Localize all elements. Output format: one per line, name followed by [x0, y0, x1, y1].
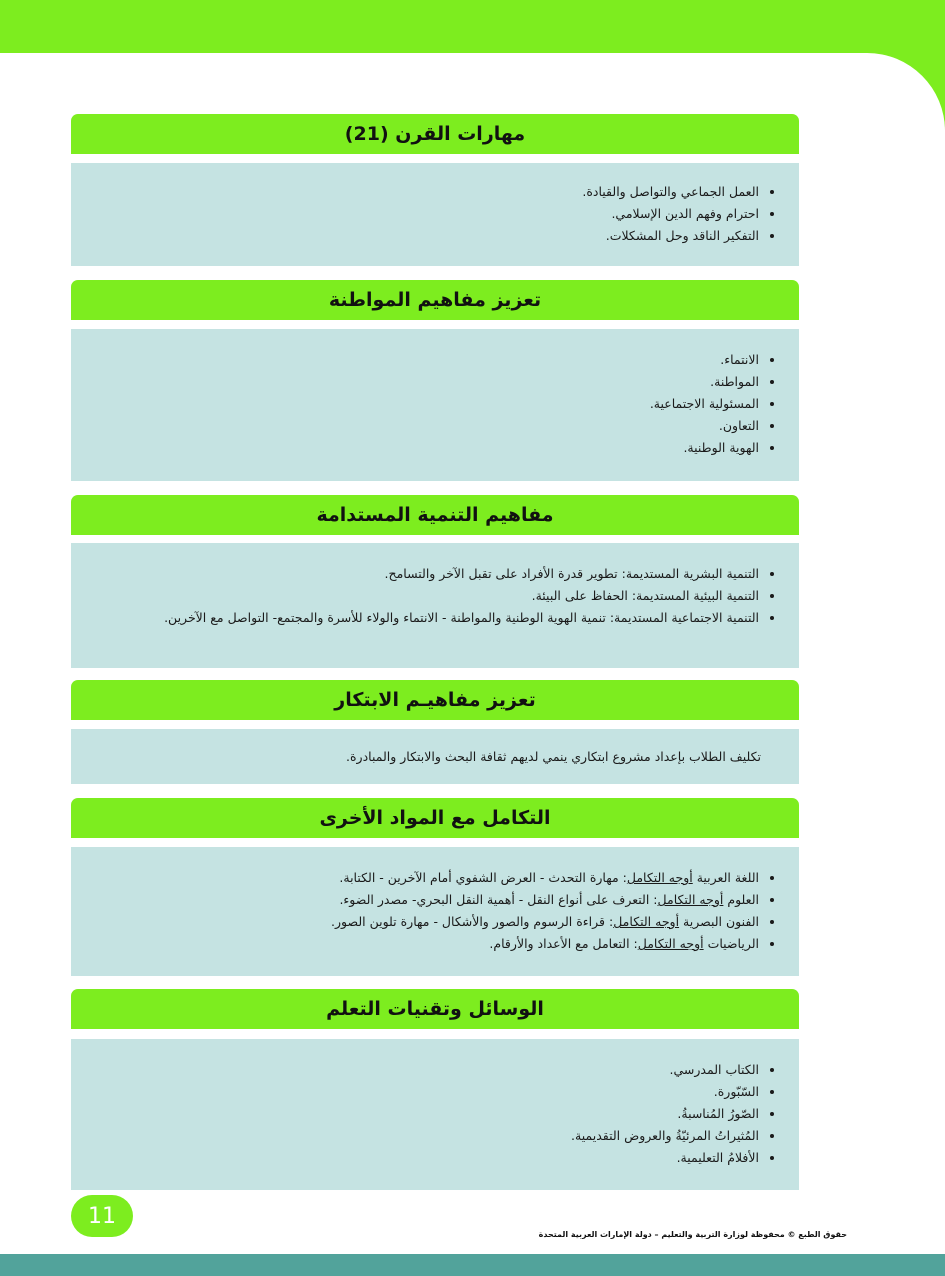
list-item: • الهوية الوطنية.: [83, 437, 759, 459]
section-title: الوسائل وتقنيات التعلم: [326, 998, 544, 1020]
section-header-innovation: [71, 680, 799, 720]
section-header-sustainable-development: [71, 495, 799, 535]
section-header-integration: [71, 798, 799, 838]
integration-label: أوجه التكامل: [637, 936, 704, 951]
section-title: مهارات القرن (21): [344, 123, 526, 145]
section-title: تعزيز مفاهيـم الابتكار: [334, 689, 536, 711]
section-title: تعزيز مفاهيم المواطنة: [328, 289, 542, 311]
list-item: • الانتماء.: [83, 349, 759, 371]
list-item: • التنمية الاجتماعية المستديمة: تنمية الهوية الوطنية والمواطنة - الانتماء والولاء للأسرة والمجتمع- التواصل مع الآخرين.: [83, 607, 759, 629]
list-item: • احترام وفهم الدين الإسلامي.: [83, 203, 759, 225]
section-body-21st-century-skills: [71, 163, 799, 266]
list-item: • العلوم أوجه التكامل: التعرف على أنواع النقل - أهمية النقل البحري- مصدر الضوء.: [83, 889, 759, 911]
section-body-learning-tools: [71, 1039, 799, 1190]
section-body-sustainable-development: [71, 543, 799, 668]
list-item: • المُثيراتُ المرئيّةُ والعروض التقديمية.: [83, 1125, 759, 1147]
list-item: • المواطنة.: [83, 371, 759, 393]
list-item: • العمل الجماعي والتواصل والقيادة.: [83, 181, 759, 203]
list-item: • التعاون.: [83, 415, 759, 437]
section-header-citizenship: [71, 280, 799, 320]
section-body-innovation: [71, 729, 799, 784]
list-item: • التنمية البشرية المستديمة: تطوير قدرة الأفراد على تقبل الآخر والتسامح.: [83, 563, 759, 585]
list-item: • اللغة العربية أوجه التكامل: مهارة التحدث - العرض الشفوي أمام الآخرين - الكتابة.: [83, 867, 759, 889]
list-item: • الصّورُ المُناسبةُ.: [83, 1103, 759, 1125]
list-item: • الكتاب المدرسي.: [83, 1059, 759, 1081]
section-title: التكامل مع المواد الأخرى: [319, 807, 551, 829]
list-item: • التنمية البيئية المستديمة: الحفاظ على البيئة.: [83, 585, 759, 607]
copyright-footer: حقوق الطبع © محفوظة لوزارة التربية والتعليم – دولة الإمارات العربية المتحدة: [538, 1230, 847, 1239]
integration-label: أوجه التكامل: [613, 914, 680, 929]
list-item: • التفكير الناقد وحل المشكلات.: [83, 225, 759, 247]
section-title: مفاهيم التنمية المستدامة: [316, 504, 554, 526]
integration-label: أوجه التكامل: [626, 870, 693, 885]
list-item: • الفنون البصرية أوجه التكامل: قراءة الرسوم والصور والأشكال - مهارة تلوين الصور.: [83, 911, 759, 933]
bottom-bar: [0, 1254, 945, 1276]
list-item: • السّبّورة.: [83, 1081, 759, 1103]
section-header-21st-century-skills: [71, 114, 799, 154]
section-body-citizenship: [71, 329, 799, 481]
section-header-learning-tools: [71, 989, 799, 1029]
list-item: • الأفلامُ التعليمية.: [83, 1147, 759, 1169]
page-number: 11: [71, 1195, 133, 1237]
integration-label: أوجه التكامل: [657, 892, 724, 907]
list-item: • المسئولية الاجتماعية.: [83, 393, 759, 415]
section-body-integration: [71, 847, 799, 976]
list-item: • الرياضيات أوجه التكامل: التعامل مع الأعداد والأرقام.: [83, 933, 759, 955]
section-text: تكليف الطلاب بإعداد مشروع ابتكاري ينمي لديهم ثقافة البحث والابتكار والمبادرة.: [346, 749, 761, 764]
